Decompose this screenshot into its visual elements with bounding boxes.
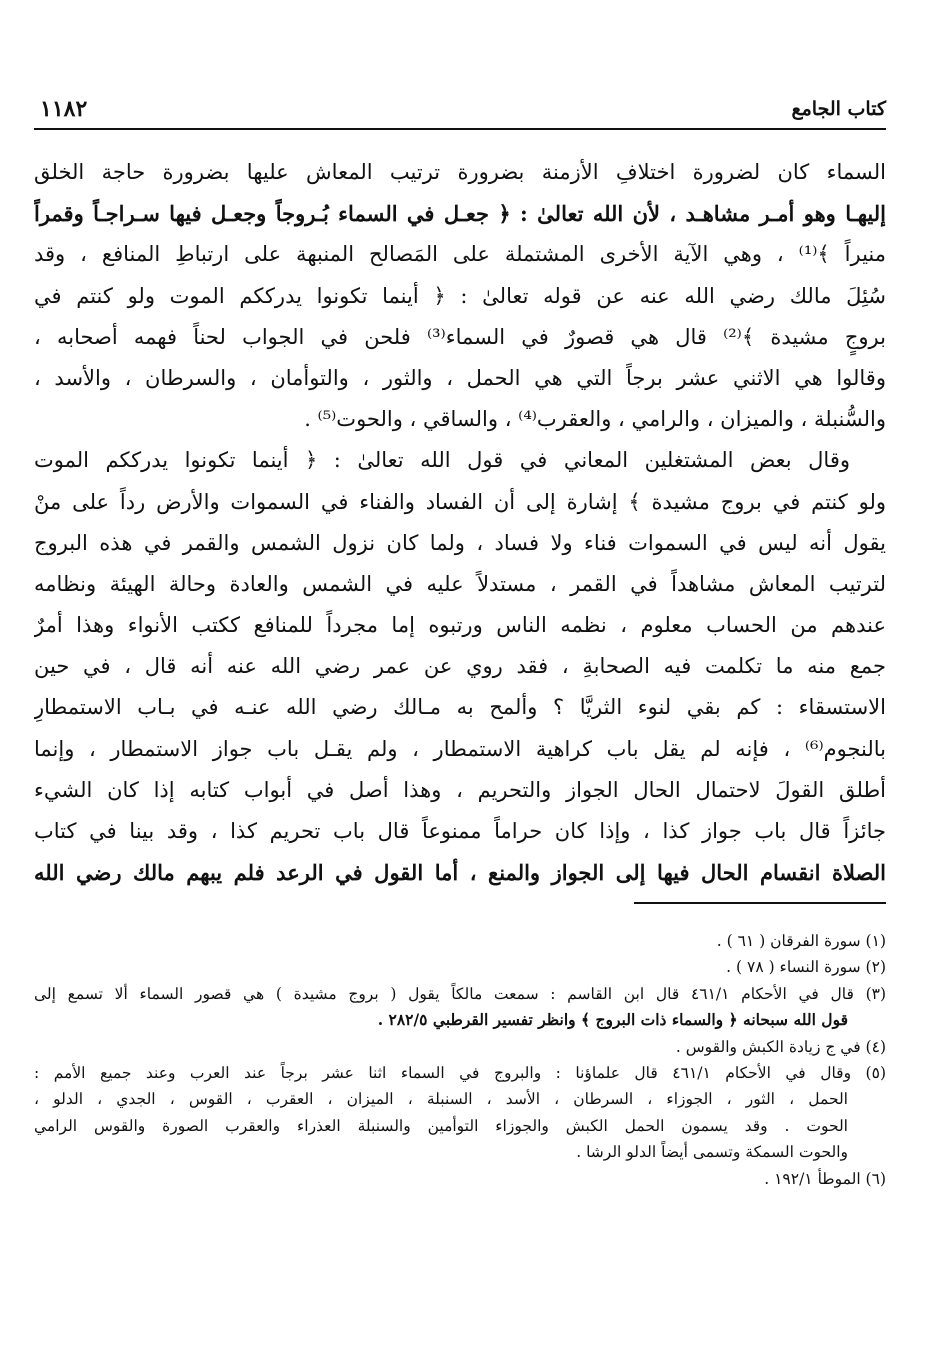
- footnote-rule: [634, 902, 886, 904]
- footnote-line: والحوت السمكة وتسمى أيضاً الدلو الرشا .: [576, 1143, 848, 1162]
- footnote-line: (٥) وقال في الأحكام ٤٦١/١ قال علماؤنا : والبروج في السماء اثنا عشر برجاً عند العرب وعند جميع الأمم :: [34, 1063, 886, 1082]
- footnote-line: (٤) في ج زيادة الكبش والقوس .: [675, 1037, 886, 1056]
- text-line: وقالوا هي الاثني عشر برجاً التي هي الحمل ، والثور ، والتوأمان ، والسرطان ، والأسد ،: [34, 365, 886, 390]
- text-line: أطلق القولَ لاحتمال الحال الجواز والتحريم ، وهذا أصل في أبواب كتابه إذا كان الشيء: [34, 777, 886, 802]
- text-line: الصلاة انقسام الحال فيها إلى الجواز والمنع ، أما القول في الرعد فلم يبهم مالك رضي الله: [34, 860, 886, 886]
- footnote-line: (٢) سورة النساء ( ٧٨ ) .: [726, 958, 886, 977]
- footnotes: [34, 928, 886, 1192]
- main-text: [34, 152, 886, 893]
- header-rule: [34, 128, 886, 130]
- text-line: إليهـا وهو أمـر مشاهـد ، لأن الله تعالىٰ : ﴿ جعـل في السماء بُـروجاً وجعـل فيها سـراجـاً وقمراً: [34, 201, 886, 227]
- text-line: وقال بعض المشتغلين المعاني في قول الله تعالىٰ : ﴿ أينما تكونوا يدرككم الموت: [34, 448, 850, 473]
- footnote-line: قول الله سبحانه ﴿ والسماء ذات البروج ﴾ وانظر تفسير القرطبي ٢٨٢/٥ .: [377, 1010, 848, 1030]
- text-line: منيراً ﴾⁽¹⁾ ، وهي الآية الأخرى المشتملة على المَصالح المنبهة على ارتباطِ المنافع ، وقد: [34, 242, 886, 267]
- text-line: بروجٍ مشيدة ﴾⁽²⁾ قال هي قصورٌ في السماء⁽³⁾ فلحن في الجواب لحناً فهمه أصحابه ،: [34, 324, 886, 349]
- footnote-line: (٣) قال في الأحكام ٤٦١/١ قال ابن القاسم : سمعت مالكاً يقول ( بروج مشيدة ) هي قصور السماء ألا تسمع إلى: [34, 984, 886, 1003]
- footnote-line: الحوت . وقد يسمون الحمل الكبش والجوزاء التوأمين والسنبلة العذراء والعقرب الصورة والقوس الرامي: [34, 1116, 848, 1135]
- footnote-line: (٦) الموطأ ١٩٢/١ .: [764, 1169, 886, 1188]
- text-line: الاستسقاء : كم بقي لنوء الثريَّا ؟ وألمح به مـالك رضي الله عنـه في بـاب الاستمطارِ: [34, 695, 886, 720]
- page-number: ١١٨٢: [40, 96, 88, 122]
- text-line: جائزاً قال باب جواز كذا ، وإذا كان حراماً ممنوعاً قال باب تحريم كذا ، وقد بينا في كتاب: [34, 819, 886, 843]
- text-line: يقول أنه ليس في السموات فناء ولا فساد ، ولما كان نزول الشمس والقمر في هذه البروج: [34, 530, 886, 555]
- text-line: عندهم من الحساب معلوم ، نظمه الناس ورتبوه إما مجرداً للمنافع ككتب الأنواء وهذا أمرٌ: [34, 613, 886, 638]
- text-line: بالنجوم⁽⁶⁾ ، فإنه لم يقل باب كراهية الاستمطار ، ولم يقـل باب جواز الاستمطار ، وإنما: [34, 736, 886, 761]
- text-line: لترتيب المعاش مشاهداً في القمر ، مستدلاً عليه في الشمس والعادة وحالة الهيئة ونظامه: [34, 571, 886, 596]
- text-line: السماء كان لضرورة اختلافِ الأزمنة بضرورة ترتيب المعاش عليها بضرورة حاجة الخلق: [34, 160, 886, 184]
- footnote-line: الحمل ، الثور ، الجوزاء ، السرطان ، الأسد ، السنبلة ، الميزان ، العقرب ، القوس ، الجدي ، الدلو ،: [34, 1090, 848, 1109]
- text-line: ولو كنتم في بروج مشيدة ﴾ إشارة إلى أن الفساد والفناء في السموات والأرض رداً على منْ: [34, 489, 886, 514]
- footnote-line: (١) سورة الفرقان ( ٦١ ) .: [716, 932, 886, 950]
- text-line: والسُّنبلة ، والميزان ، والرامي ، والعقرب⁽⁴⁾ ، والساقي ، والحوت⁽⁵⁾ .: [304, 407, 886, 432]
- book-title: كتاب الجامع: [791, 98, 886, 120]
- text-line: جمع منه ما تكلمت فيه الصحابةِ ، فقد روي عن عمر رضي الله عنه أنه قال ، في حين: [34, 654, 886, 679]
- text-line: سُئِلَ مالك رضي الله عنه عن قوله تعالىٰ : ﴿ أينما تكونوا يدرككم الموت ولو كنتم في: [34, 283, 886, 308]
- running-header: [40, 92, 886, 132]
